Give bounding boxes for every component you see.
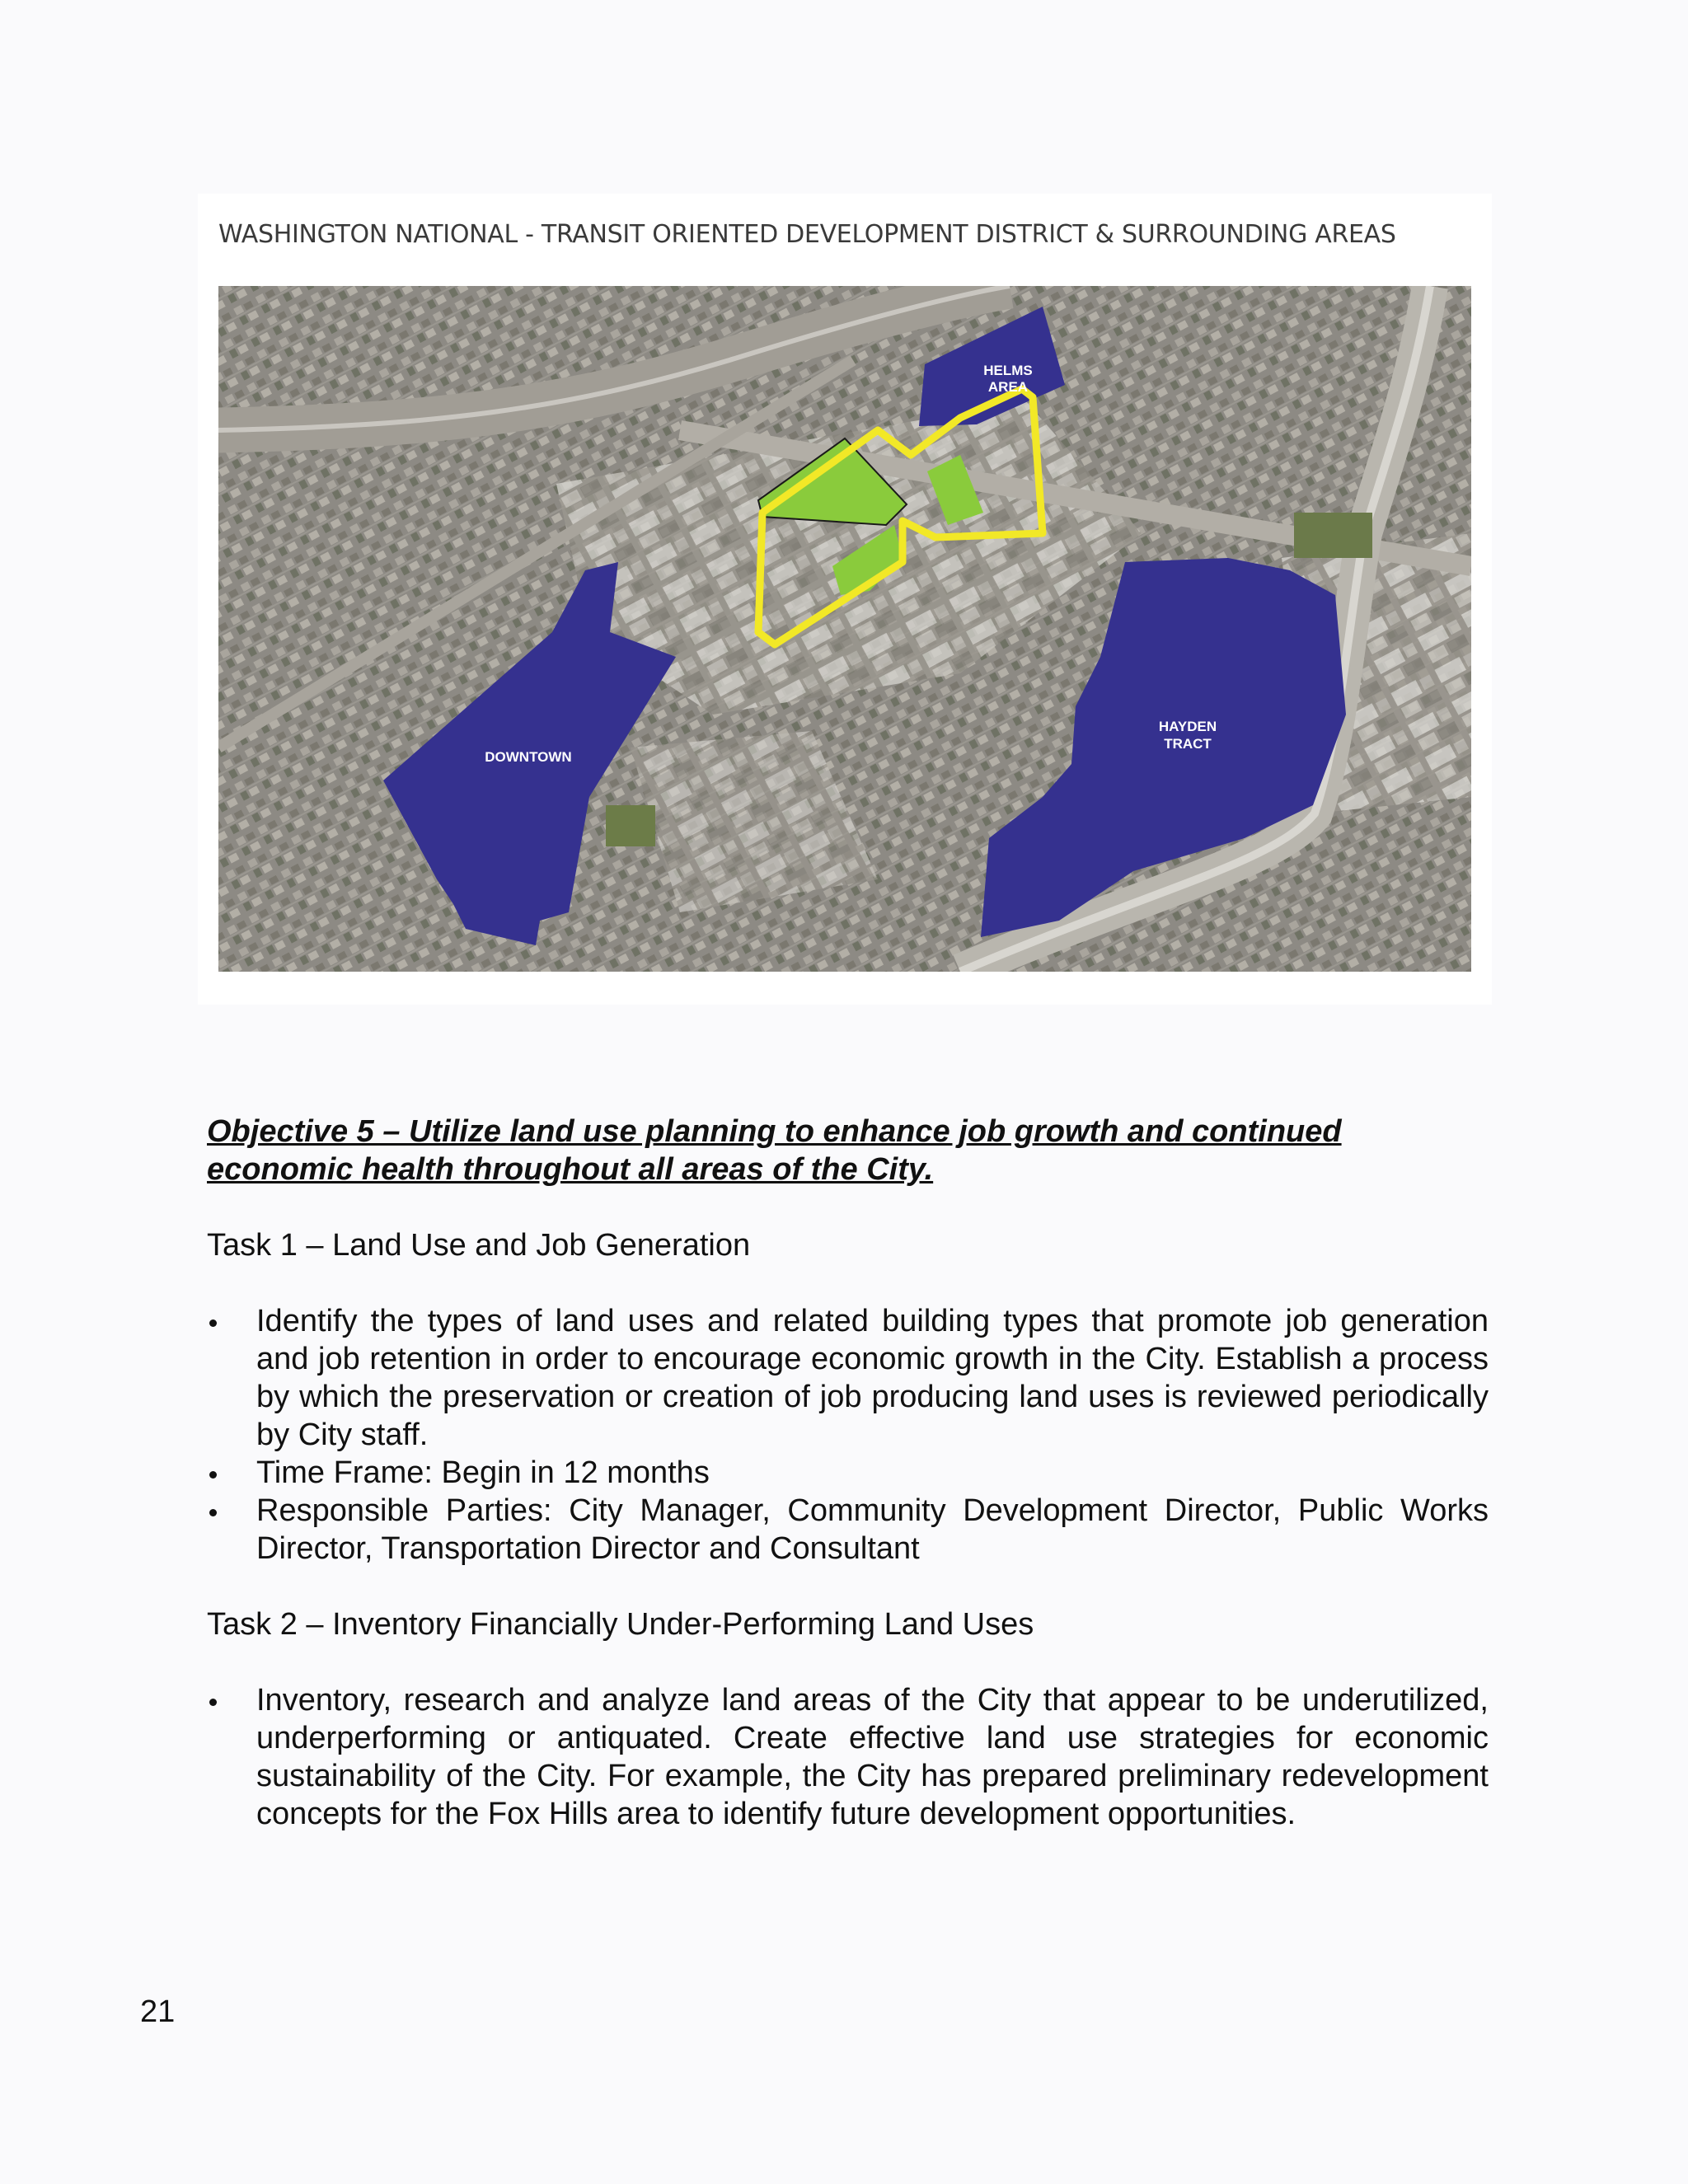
helms-label-line1: HELMS: [983, 363, 1033, 378]
hayden-label-line1: HAYDEN: [1158, 719, 1217, 734]
hayden-label-line2: TRACT: [1164, 736, 1212, 752]
page-number: 21: [140, 1994, 176, 2029]
task-1-bullet-time-frame: Time Frame: Begin in 12 months: [207, 1454, 1489, 1492]
map-figure: [198, 194, 1492, 1005]
task-1-bullet-responsible-parties: Responsible Parties: City Manager, Community Development Director, Public Works Director, Transportation Director and Consultant: [207, 1492, 1489, 1568]
task-1-bullet-description: Identify the types of land uses and related building types that promote job generation and job retention in order to encourage economic growth in the City. Establish a process by which the preservation or creation of job producing land uses is reviewed periodically by City staff.: [207, 1302, 1489, 1454]
task-1-bullets: [207, 1302, 1489, 1568]
task-2-bullets: [207, 1681, 1489, 1833]
task-2-heading: Task 2 – Inventory Financially Under-Performing Land Uses: [207, 1607, 1034, 1642]
aerial-map-svg: [218, 286, 1471, 972]
objective-title: Objective 5 – Utilize land use planning to enhance job growth and continued economic health throughout all areas of the City.: [207, 1114, 1342, 1187]
helms-label-line2: AREA: [987, 379, 1029, 395]
aerial-map: [218, 286, 1471, 972]
downtown-label: DOWNTOWN: [485, 749, 572, 765]
task-1-heading: Task 1 – Land Use and Job Generation: [207, 1228, 751, 1263]
task-2-bullet-description: Inventory, research and analyze land areas of the City that appear to be underutilized, underperforming or antiquated. Create effective land use strategies for economic sustainability of the City. For example, the City has prepared preliminary redevelopment concepts for the Fox Hills area to identify future development opportunities.: [207, 1681, 1489, 1833]
figure-title: WASHINGTON NATIONAL - TRANSIT ORIENTED DEVELOPMENT DISTRICT & SURROUNDING AREAS: [218, 220, 1396, 249]
document-body: [207, 1113, 1489, 1833]
